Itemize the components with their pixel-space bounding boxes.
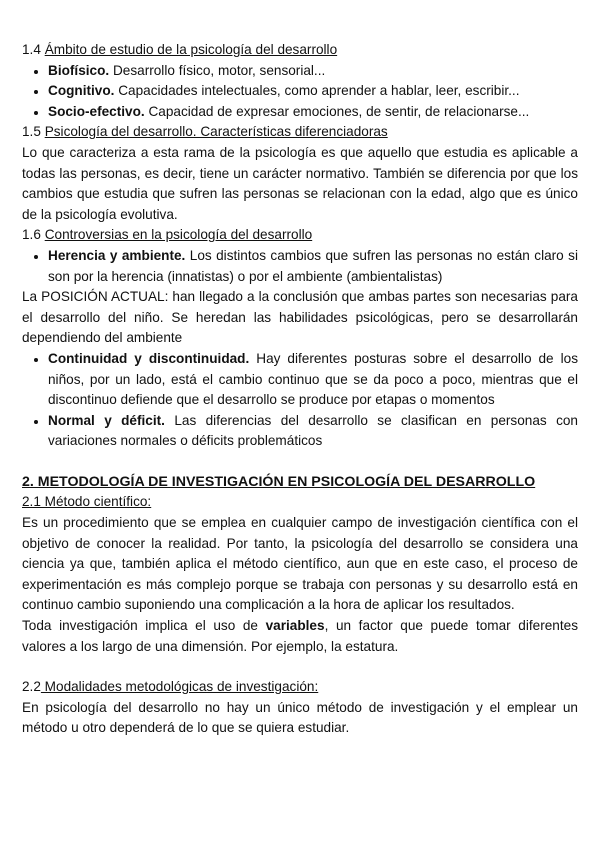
section-1-5-title: Psicología del desarrollo. Características diferenciadoras	[44, 124, 388, 140]
section-2-1-heading: 2.1 Método científico:	[22, 494, 152, 510]
variables-paragraph: Toda investigación implica el uso de variables, un factor que puede tomar diferentes valores a los largo de una dimensión. Por ejemplo, la estatura.	[22, 618, 578, 654]
section-1-4-heading: 1.4 Ámbito de estudio de la psicología del desarrollo	[22, 42, 338, 57]
section-1-6-heading: 1.6 Controversias en la psicología del desarrollo	[22, 227, 313, 243]
list-item: • Normal y déficit. Las diferencias del desarrollo se clasifican en personas con variaciones normales o déficits problemáticos	[48, 411, 578, 452]
list-item: • Socio-efectivo. Capacidad de expresar emociones, de sentir, de relacionarse...	[48, 102, 578, 123]
current-position-paragraph: La POSICIÓN ACTUAL: han llegado a la conclusión que ambas partes son necesarias para el desarrollo del niño. Se heredan las habilidades psicológicas, pero se desarrollarán dependiendo del ambiente	[22, 289, 578, 346]
section-2-heading: 2. METODOLOGÍA DE INVESTIGACIÓN EN PSICOLOGÍA DEL DESARROLLO	[22, 473, 536, 490]
section-1-5-paragraph: Lo que caracteriza a esta rama de la psicología es que aquello que estudia es aplicable a todas las personas, es decir, tiene un carácter normativo. También se diferencia por que los cambios que estudia que sufren las personas se relacionan con la edad, algo que es único de la psicología evolutiva.	[22, 144, 578, 222]
section-1-6-list-1	[22, 246, 578, 287]
section-2-1-paragraph: Es un procedimiento que se emplea en cualquier campo de investigación científica con el objetivo de conocer la realidad. Por tanto, la psicología del desarrollo se considera una ciencia ya que, también aplica el método científico, aun que en este caso, el proceso de experimentación es más complejo porque se trabaja con personas y su desarrollo está en continuo cambio suponiendo una complicación a la hora de aplicar los resultados.	[22, 515, 578, 613]
list-item: • Biofísico. Desarrollo físico, motor, sensorial...	[48, 61, 578, 82]
section-2-2-heading: 2.2 Modalidades metodológicas de investigación:	[22, 679, 319, 695]
section-2-2-paragraph: En psicología del desarrollo no hay un único método de investigación y el emplear un método u otro dependerá de lo que se quiera estudiar.	[22, 699, 578, 736]
section-1-4-title: Ámbito de estudio de la psicología del desarrollo	[44, 42, 338, 57]
list-item: • Herencia y ambiente. Los distintos cambios que sufren las personas no están claro si son por la herencia (innatistas) o por el ambiente (ambientalistas)	[48, 246, 578, 287]
list-item: • Cognitivo. Capacidades intelectuales, como aprender a hablar, leer, escribir...	[48, 81, 578, 102]
section-2-2-title: Modalidades metodológicas de investigación:	[40, 679, 319, 695]
section-1-4-list	[22, 61, 578, 123]
section-1-6-title: Controversias en la psicología del desarrollo	[44, 227, 313, 243]
section-1-6-list-2	[22, 349, 578, 452]
section-1-5-heading: 1.5 Psicología del desarrollo. Características diferenciadoras	[22, 124, 388, 140]
list-item: • Continuidad y discontinuidad. Hay diferentes posturas sobre el desarrollo de los niños, por un lado, está el cambio continuo que se da poco a poco, mientras que el discontinuo defiende que el desarrollo se produce por etapas o momentos	[48, 349, 578, 411]
